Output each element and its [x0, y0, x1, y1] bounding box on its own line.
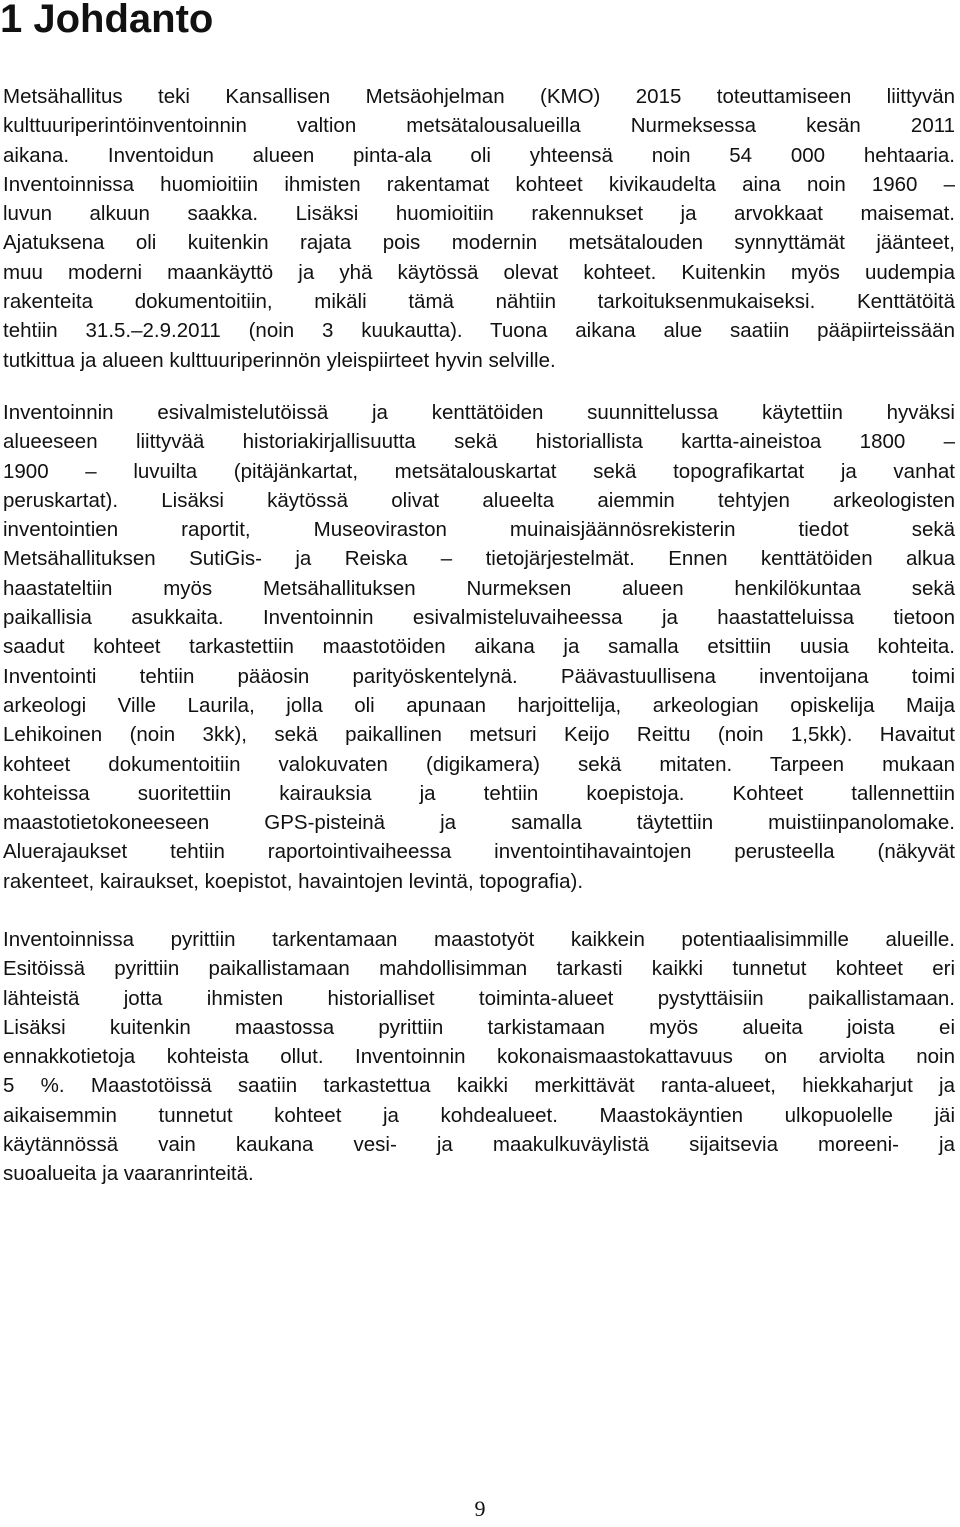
text-line: Aluerajaukset tehtiin raportointivaiheessa inventointihavaintojen perusteella (näkyvät	[3, 840, 955, 864]
text-line: Metsähallituksen SutiGis- ja Reiska – tietojärjestelmät. Ennen kenttätöiden alkua	[3, 547, 955, 571]
text-line: suoalueita ja vaaranrinteitä.	[3, 1162, 254, 1186]
text-line: lähteistä jotta ihmisten historialliset toiminta-alueet pystyttäisiin paikallistamaan.	[3, 986, 955, 1010]
text-line: Metsähallitus teki Kansallisen Metsäohjelman (KMO) 2015 toteuttamiseen liittyvän	[3, 85, 955, 108]
text-line: Inventointi tehtiin pääosin parityöskentelynä. Päävastuullisena inventoijana toimi	[3, 664, 955, 688]
text-line: luvun alkuun saakka. Lisäksi huomioitiin rakennukset ja arvokkaat maisemat.	[3, 202, 955, 226]
text-line: tehtiin 31.5.–2.9.2011 (noin 3 kuukautta). Tuona aikana alue saatiin pääpiirteissään	[3, 319, 955, 343]
text-line: arkeologi Ville Laurila, jolla oli apunaan harjoittelija, arkeologian opiskelija Maija	[3, 693, 955, 717]
text-line: aikaisemmin tunnetut kohteet ja kohdealueet. Maastokäyntien ulkopuolelle jäi	[3, 1103, 955, 1127]
paragraph-coverage	[3, 925, 955, 1189]
text-line: 1900 – luvuilta (pitäjänkartat, metsätalouskartat sekä topografikartat ja vanhat	[3, 459, 955, 483]
text-line: tutkittua ja alueen kulttuuriperinnön yleispiirteet hyvin selville.	[3, 348, 556, 372]
text-line: kulttuuriperintöinventoinnin valtion metsätalousalueilla Nurmeksessa kesän 2011	[3, 114, 955, 138]
paragraph-methods	[3, 398, 955, 896]
text-line: inventointien raportit, Museoviraston muinaisjäännösrekisterin tiedot sekä	[3, 518, 955, 542]
text-line: kohteissa suoritettiin kairauksia ja tehtiin koepistoja. Kohteet tallennettiin	[3, 781, 955, 805]
text-line: Lehikoinen (noin 3kk), sekä paikallinen metsuri Keijo Reittu (noin 1,5kk). Havaitut	[3, 723, 955, 747]
text-line: Lisäksi kuitenkin maastossa pyrittiin tarkistamaan myös alueita joista ei	[3, 1015, 955, 1039]
text-line: ennakkotietoja kohteista ollut. Inventoinnin kokonaismaastokattavuus on arviolta noin	[3, 1045, 955, 1069]
text-line: Inventoinnissa huomioitiin ihmisten rakentamat kohteet kivikaudelta aina noin 1960 –	[3, 172, 955, 196]
text-line: saadut kohteet tarkastettiin maastotöiden aikana ja samalla etsittiin uusia kohteita.	[3, 635, 955, 659]
text-line: Ajatuksena oli kuitenkin rajata pois modernin metsätalouden synnyttämät jäänteet,	[3, 231, 955, 255]
text-line: paikallisia asukkaita. Inventoinnin esivalmisteluvaiheessa ja haastatteluissa tietoon	[3, 606, 955, 630]
text-line: käytännössä vain kaukana vesi- ja maakulkuväylistä sijaitsevia moreeni- ja	[3, 1133, 955, 1157]
text-line: haastateltiin myös Metsähallituksen Nurmeksen alueen henkilökuntaa sekä	[3, 576, 955, 600]
paragraph-introduction	[3, 82, 955, 375]
text-line: muu moderni maankäyttö ja yhä käytössä olevat kohteet. Kuitenkin myös uudempia	[3, 260, 955, 284]
text-line: kohteet dokumentoitiin valokuvaten (digikamera) sekä mitaten. Tarpeen mukaan	[3, 752, 955, 776]
text-line: maastotietokoneeseen GPS-pisteinä ja samalla täytettiin muistiinpanolomake.	[3, 811, 955, 835]
text-line: alueeseen liittyvää historiakirjallisuutta sekä historiallista kartta-aineistoa 1800 –	[3, 430, 955, 454]
text-line: Inventoinnissa pyrittiin tarkentamaan maastotyöt kaikkein potentiaalisimmille alueille.	[3, 928, 955, 951]
text-line: Inventoinnin esivalmistelutöissä ja kenttätöiden suunnittelussa käytettiin hyväksi	[3, 401, 955, 424]
section-heading: 1 Johdanto	[0, 0, 214, 41]
text-line: rakenteita dokumentoitiin, mikäli tämä nähtiin tarkoituksenmukaiseksi. Kenttätöitä	[3, 290, 955, 314]
text-line: aikana. Inventoidun alueen pinta-ala oli yhteensä noin 54 000 hehtaaria.	[3, 143, 955, 167]
text-line: rakenteet, kairaukset, koepistot, havaintojen levintä, topografia).	[3, 869, 584, 893]
text-line: peruskartat). Lisäksi käytössä olivat alueelta aiemmin tehtyjen arkeologisten	[3, 488, 955, 512]
text-line: Esitöissä pyrittiin paikallistamaan mahdollisimman tarkasti kaikki tunnetut kohteet eri	[3, 957, 955, 981]
text-line: 5 %. Maastotöissä saatiin tarkastettua kaikki merkittävät ranta-alueet, hiekkaharjut ja	[3, 1074, 955, 1098]
page-number: 9	[474, 1496, 486, 1521]
